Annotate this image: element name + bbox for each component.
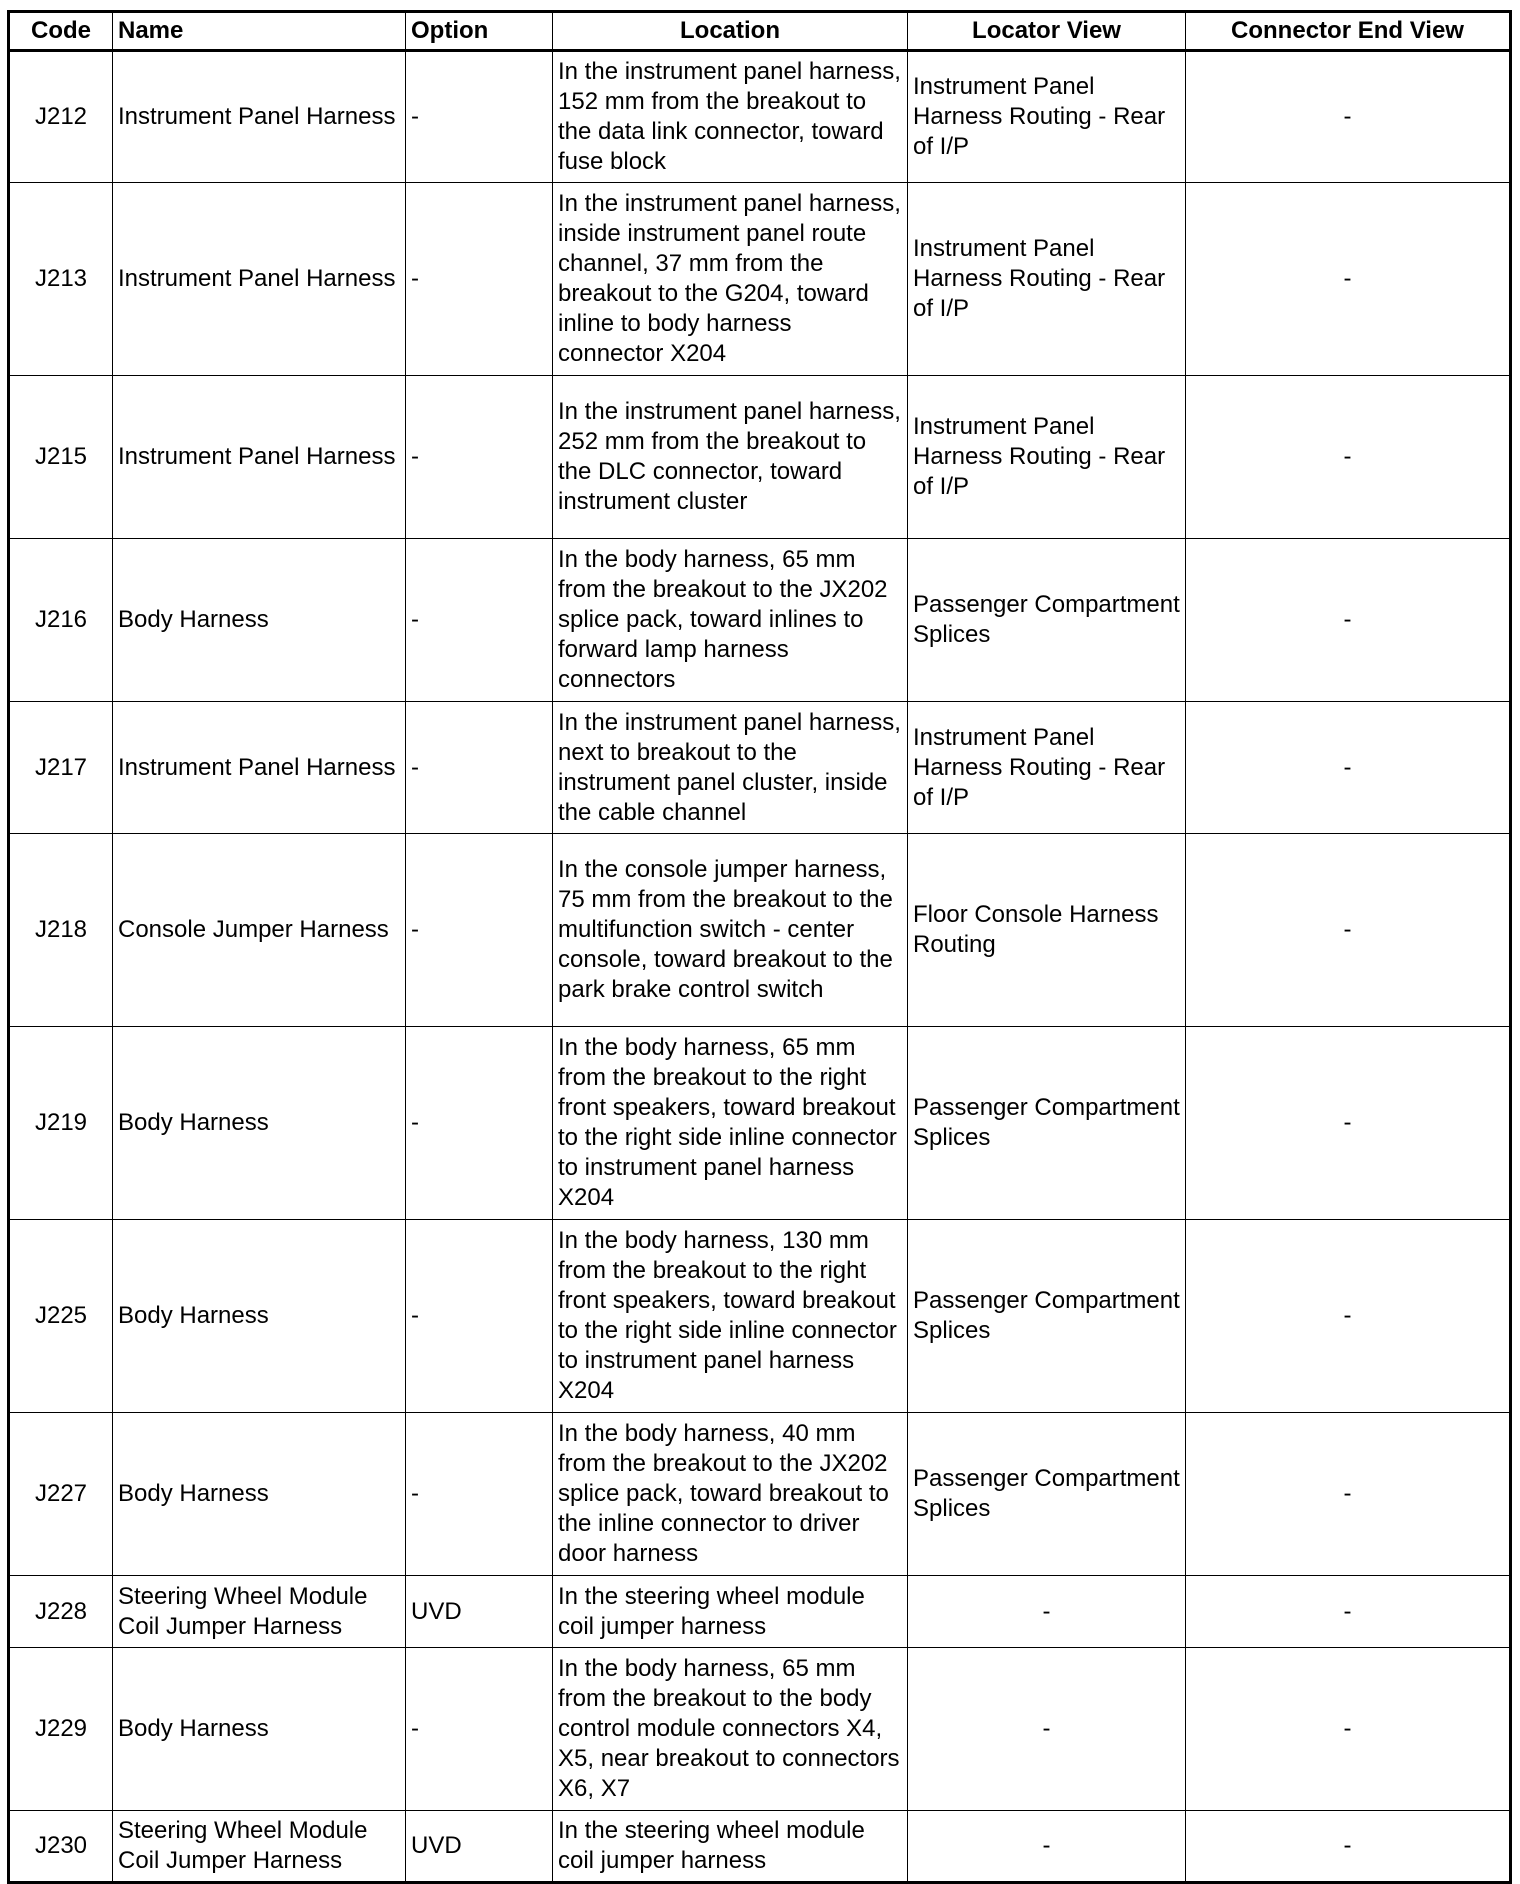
connector-end-view-cell: - [1186, 51, 1511, 183]
code-cell: J230 [9, 1811, 113, 1883]
locator-view-cell: Instrument Panel Harness Routing - Rear of I/P [908, 51, 1186, 183]
table-row [9, 1811, 1511, 1883]
location-cell: In the instrument panel harness, inside instrument panel route channel, 37 mm from the breakout to the G204, toward inline to body harness connector X204 [553, 183, 908, 376]
locator-view-cell: Instrument Panel Harness Routing - Rear of I/P [908, 376, 1186, 539]
code-cell: J217 [9, 702, 113, 834]
table-row [9, 539, 1511, 702]
code-cell: J215 [9, 376, 113, 539]
connector-end-view-cell: - [1186, 1648, 1511, 1811]
table-row [9, 834, 1511, 1027]
header-locator-view: Locator View [908, 12, 1186, 51]
connector-end-view-cell: - [1186, 1576, 1511, 1648]
connector-end-view-cell: - [1186, 1811, 1511, 1883]
name-cell: Body Harness [113, 1413, 406, 1576]
option-cell: - [406, 539, 553, 702]
option-cell: - [406, 1220, 553, 1413]
location-cell: In the body harness, 130 mm from the breakout to the right front speakers, toward breakout to the right side inline connector to instrument panel harness X204 [553, 1220, 908, 1413]
splice-table [7, 10, 1512, 1884]
locator-view-cell: Instrument Panel Harness Routing - Rear of I/P [908, 183, 1186, 376]
header-option: Option [406, 12, 553, 51]
code-cell: J219 [9, 1027, 113, 1220]
table-row [9, 1576, 1511, 1648]
connector-end-view-cell: - [1186, 1027, 1511, 1220]
table-row [9, 702, 1511, 834]
code-cell: J228 [9, 1576, 113, 1648]
locator-view-cell: Instrument Panel Harness Routing - Rear of I/P [908, 702, 1186, 834]
option-cell: - [406, 376, 553, 539]
location-cell: In the body harness, 40 mm from the breakout to the JX202 splice pack, toward breakout to the inline connector to driver door harness [553, 1413, 908, 1576]
header-code: Code [9, 12, 113, 51]
table-row [9, 1413, 1511, 1576]
locator-view-cell: Passenger Compartment Splices [908, 1220, 1186, 1413]
location-cell: In the instrument panel harness, next to breakout to the instrument panel cluster, inside the cable channel [553, 702, 908, 834]
code-cell: J216 [9, 539, 113, 702]
locator-view-cell: - [908, 1811, 1186, 1883]
name-cell: Instrument Panel Harness [113, 702, 406, 834]
table-row [9, 1220, 1511, 1413]
location-cell: In the instrument panel harness, 252 mm from the breakout to the DLC connector, toward instrument cluster [553, 376, 908, 539]
option-cell: - [406, 1648, 553, 1811]
location-cell: In the instrument panel harness, 152 mm from the breakout to the data link connector, toward fuse block [553, 51, 908, 183]
code-cell: J229 [9, 1648, 113, 1811]
table-row [9, 183, 1511, 376]
name-cell: Instrument Panel Harness [113, 376, 406, 539]
connector-end-view-cell: - [1186, 1413, 1511, 1576]
connector-end-view-cell: - [1186, 539, 1511, 702]
code-cell: J227 [9, 1413, 113, 1576]
code-cell: J218 [9, 834, 113, 1027]
location-cell: In the body harness, 65 mm from the breakout to the right front speakers, toward breakout to the right side inline connector to instrument panel harness X204 [553, 1027, 908, 1220]
name-cell: Body Harness [113, 539, 406, 702]
option-cell: - [406, 51, 553, 183]
option-cell: - [406, 1413, 553, 1576]
locator-view-cell: Passenger Compartment Splices [908, 1413, 1186, 1576]
name-cell: Console Jumper Harness [113, 834, 406, 1027]
option-cell: - [406, 183, 553, 376]
connector-end-view-cell: - [1186, 702, 1511, 834]
locator-view-cell: Floor Console Harness Routing [908, 834, 1186, 1027]
locator-view-cell: Passenger Compartment Splices [908, 1027, 1186, 1220]
table-row [9, 51, 1511, 183]
option-cell: - [406, 702, 553, 834]
location-cell: In the console jumper harness, 75 mm from the breakout to the multifunction switch - center console, toward breakout to the park brake control switch [553, 834, 908, 1027]
option-cell: UVD [406, 1576, 553, 1648]
code-cell: J225 [9, 1220, 113, 1413]
option-cell: - [406, 834, 553, 1027]
connector-end-view-cell: - [1186, 1220, 1511, 1413]
name-cell: Body Harness [113, 1027, 406, 1220]
name-cell: Body Harness [113, 1648, 406, 1811]
name-cell: Steering Wheel Module Coil Jumper Harness [113, 1576, 406, 1648]
option-cell: UVD [406, 1811, 553, 1883]
locator-view-cell: Passenger Compartment Splices [908, 539, 1186, 702]
option-cell: - [406, 1027, 553, 1220]
name-cell: Body Harness [113, 1220, 406, 1413]
code-cell: J213 [9, 183, 113, 376]
table-row [9, 1648, 1511, 1811]
header-connector-end-view: Connector End View [1186, 12, 1511, 51]
location-cell: In the body harness, 65 mm from the breakout to the body control module connectors X4, X5, near breakout to connectors X6, X7 [553, 1648, 908, 1811]
connector-end-view-cell: - [1186, 834, 1511, 1027]
connector-end-view-cell: - [1186, 376, 1511, 539]
table-row [9, 376, 1511, 539]
name-cell: Instrument Panel Harness [113, 51, 406, 183]
locator-view-cell: - [908, 1648, 1186, 1811]
header-location: Location [553, 12, 908, 51]
location-cell: In the steering wheel module coil jumper harness [553, 1576, 908, 1648]
location-cell: In the steering wheel module coil jumper harness [553, 1811, 908, 1883]
code-cell: J212 [9, 51, 113, 183]
table-row [9, 1027, 1511, 1220]
name-cell: Instrument Panel Harness [113, 183, 406, 376]
location-cell: In the body harness, 65 mm from the breakout to the JX202 splice pack, toward inlines to forward lamp harness connectors [553, 539, 908, 702]
locator-view-cell: - [908, 1576, 1186, 1648]
connector-end-view-cell: - [1186, 183, 1511, 376]
name-cell: Steering Wheel Module Coil Jumper Harness [113, 1811, 406, 1883]
header-row [9, 12, 1511, 51]
header-name: Name [113, 12, 406, 51]
